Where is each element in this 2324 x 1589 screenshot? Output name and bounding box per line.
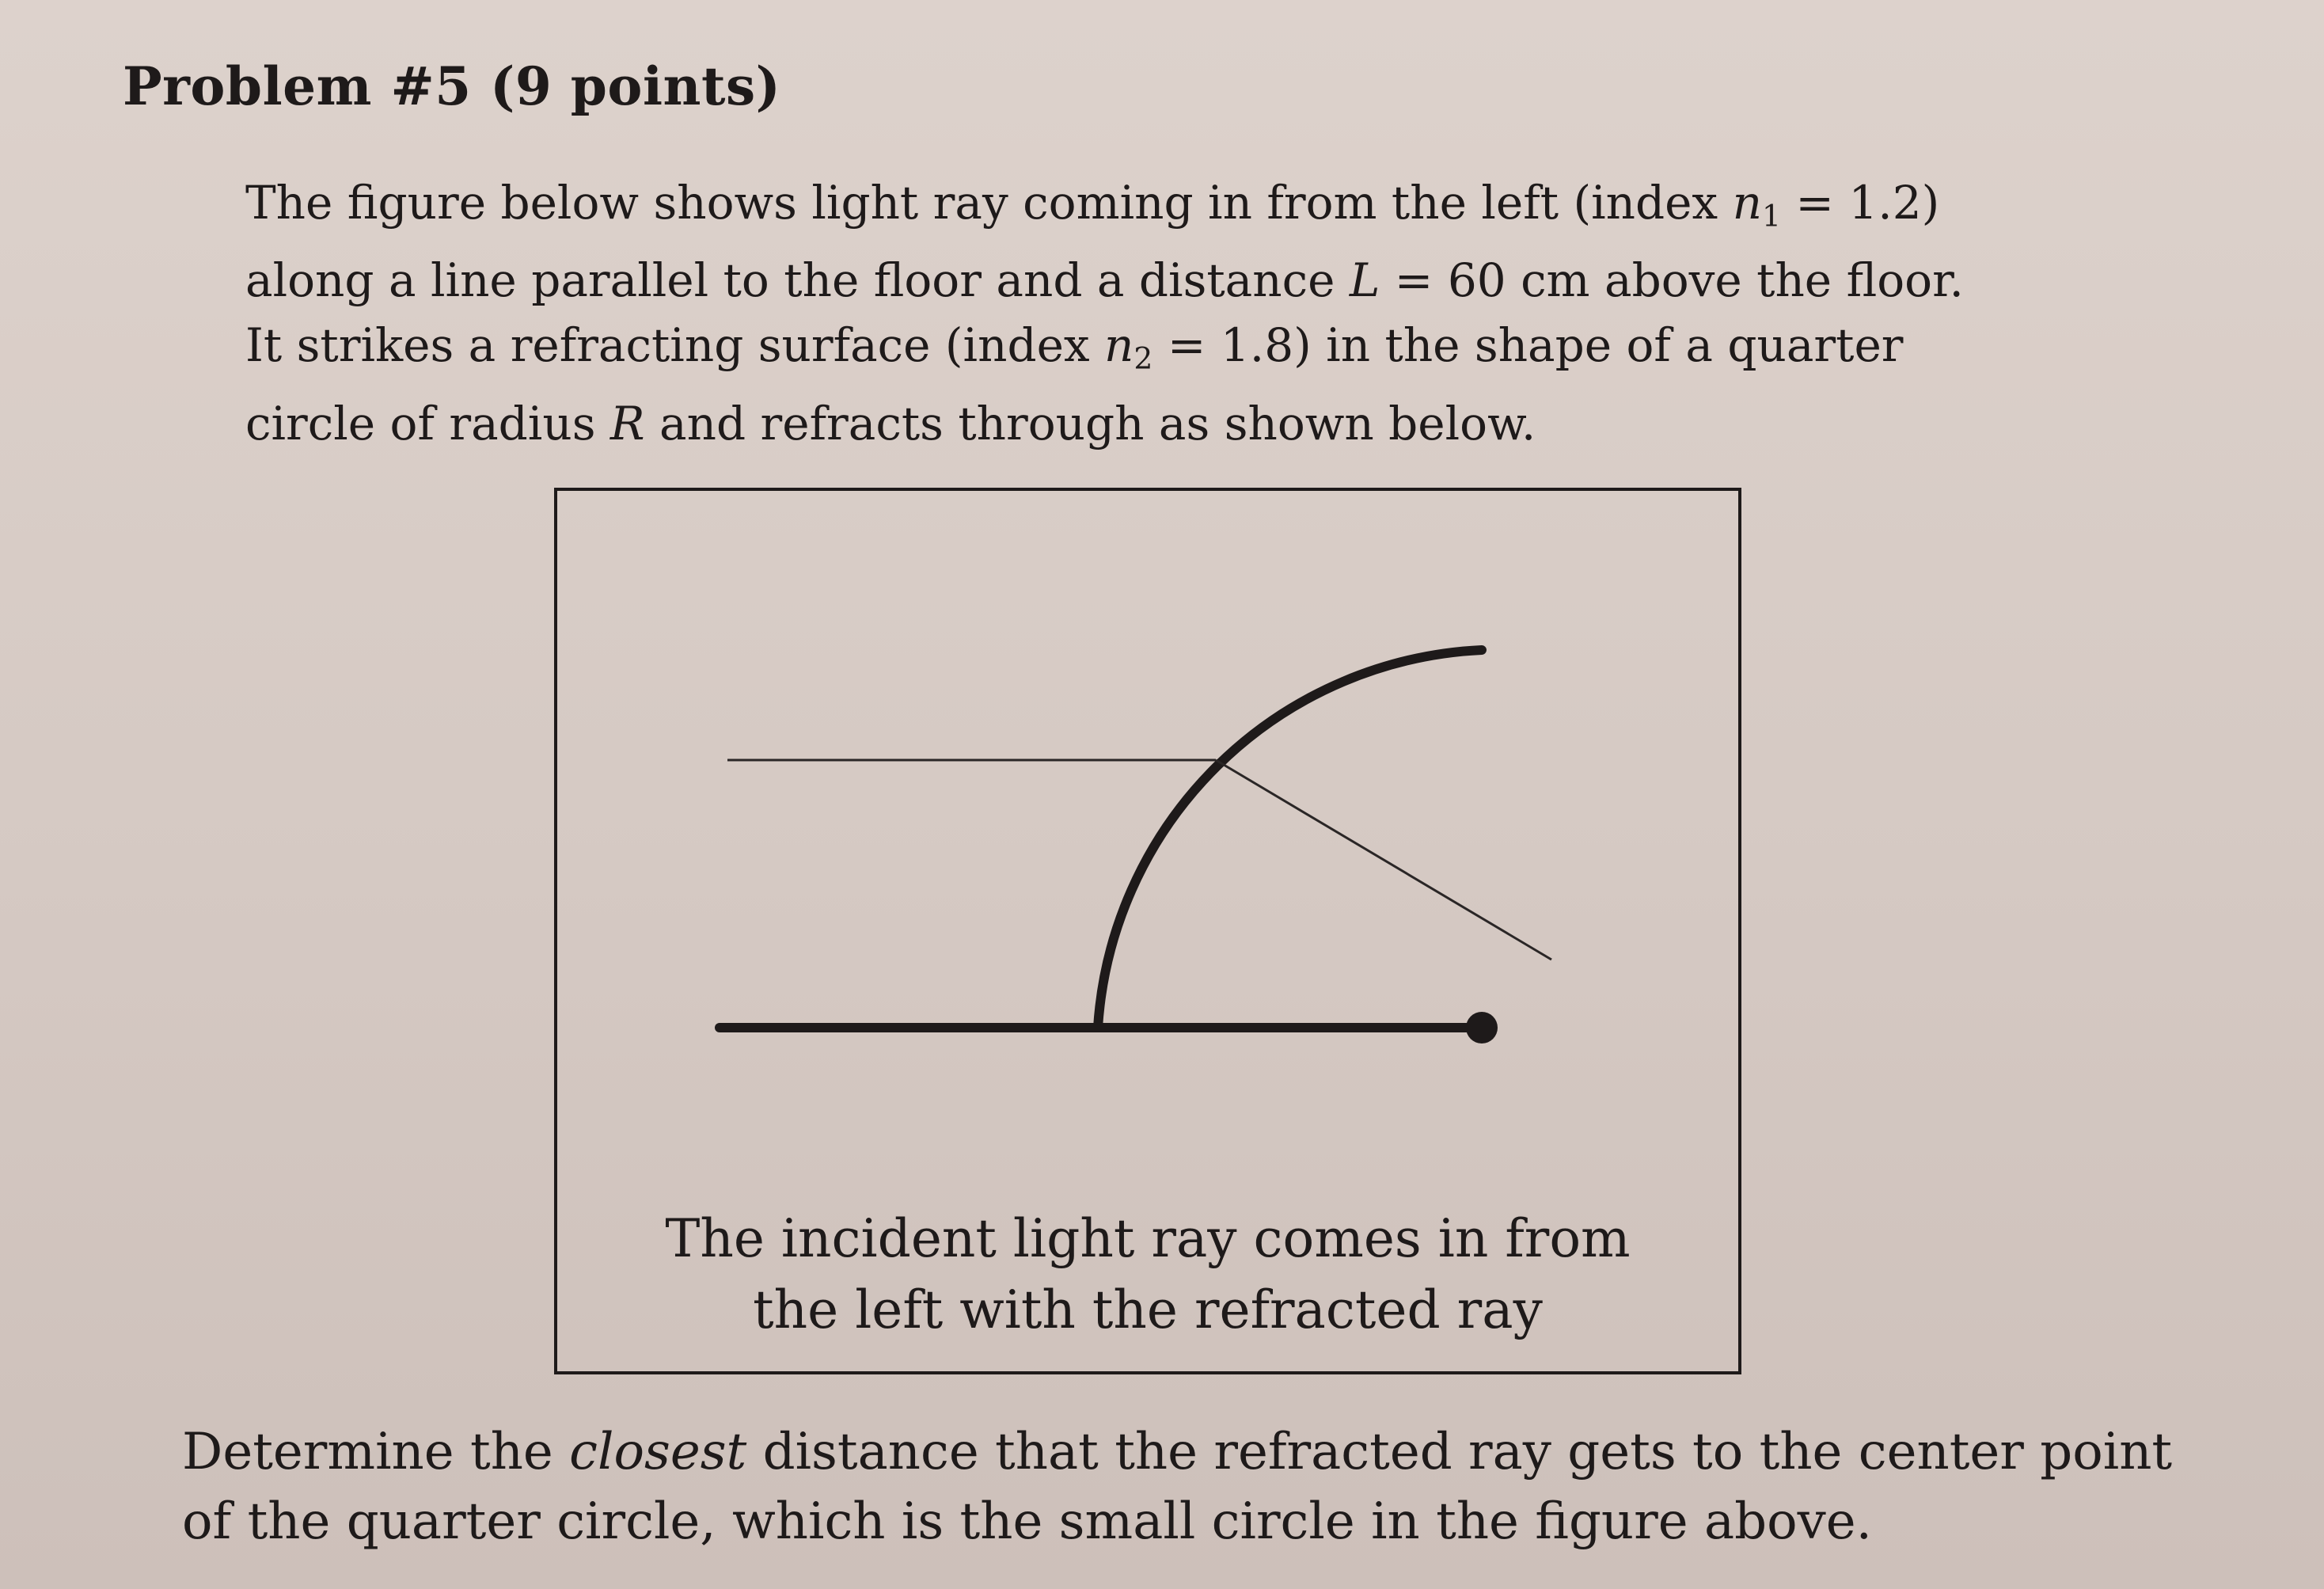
- R-symbol: R: [609, 396, 645, 450]
- statement-text: = 1.8) in the shape of a quarter: [1153, 318, 1904, 373]
- refraction-figure: [554, 488, 1741, 1374]
- n2-subscript: 2: [1134, 340, 1153, 376]
- question-text: [182, 1417, 2173, 1557]
- statement-line-1: [245, 170, 2113, 248]
- center-point: [1466, 1012, 1498, 1043]
- question-text-part: distance that the refracted ray gets to the center point: [746, 1423, 2173, 1481]
- statement-text: = 1.2): [1780, 176, 1940, 230]
- question-line-1: [182, 1417, 2173, 1487]
- emphasis-word: closest: [569, 1423, 747, 1481]
- statement-line-3: [245, 313, 2113, 390]
- statement-line-2: [245, 248, 2113, 313]
- problem-title: Problem #5 (9 points): [123, 55, 781, 117]
- quarter-circle-surface: [1098, 650, 1482, 1028]
- statement-text: The figure below shows light ray coming in from the left (index: [245, 176, 1733, 230]
- statement-text: circle of radius: [245, 396, 610, 450]
- n1-symbol: n: [1732, 176, 1762, 230]
- figure-caption: [557, 1203, 1738, 1346]
- question-line-2: of the quarter circle, which is the small circle in the figure above.: [182, 1492, 1872, 1551]
- caption-line-2: the left with the refracted ray: [753, 1279, 1543, 1340]
- statement-text: It strikes a refracting surface (index: [245, 318, 1105, 373]
- statement-line-4: [245, 391, 2113, 456]
- question-text-part: Determine the: [182, 1423, 570, 1481]
- caption-line-1: The incident light ray comes in from: [665, 1208, 1631, 1269]
- refracted-ray: [1216, 760, 1551, 960]
- n1-subscript: 1: [1761, 198, 1781, 234]
- statement-text: and refracts through as shown below.: [644, 396, 1536, 450]
- n2-symbol: n: [1104, 318, 1134, 373]
- L-symbol: L: [1349, 253, 1380, 308]
- statement-text: along a line parallel to the floor and a distance: [245, 253, 1350, 308]
- statement-text: = 60 cm above the floor.: [1380, 253, 1964, 308]
- problem-statement: [245, 170, 2113, 456]
